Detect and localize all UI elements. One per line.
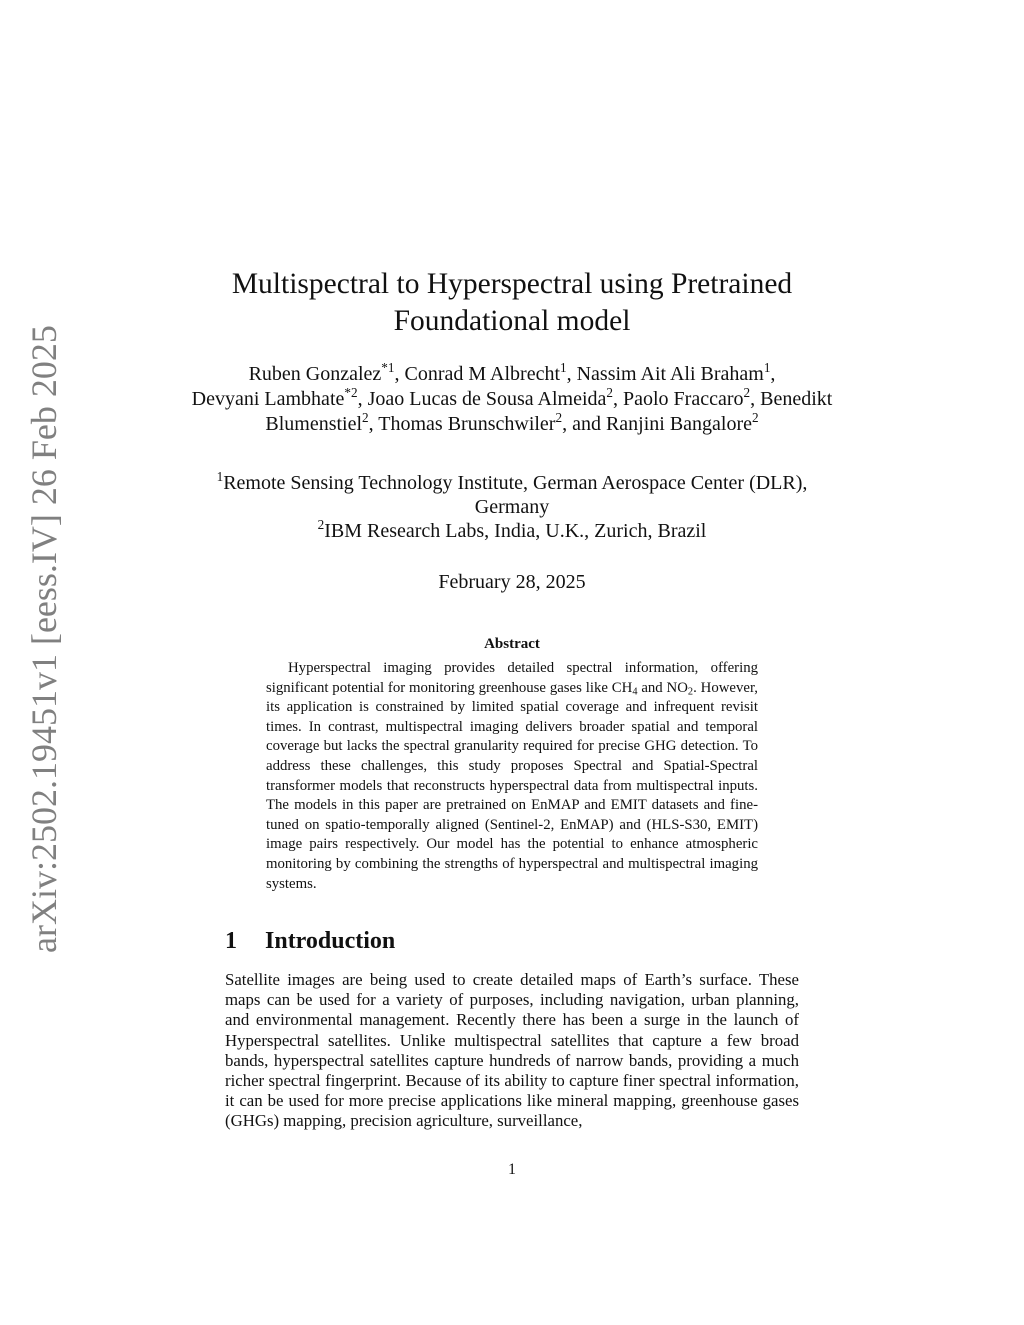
affiliation-list [190,471,834,543]
author: Devyani Lambhate$^{*2}$, [191,385,368,410]
author: Conrad M Albrecht$^1$, [404,360,577,385]
publication-date: February 28, 2025 [438,571,586,593]
section-number: 1 [225,928,237,954]
section-title: Introduction [265,928,396,954]
section-heading [225,925,395,957]
introduction-paragraph: Satellite images are being used to create detailed maps of Earth’s surface. These maps can be used for a variety of purposes, including navigation, urban planning, and environmental management. Recently there has been a surge in the launch of Hyperspectral satellites. Unlike multispectral satellites that capture a few broad bands, hyperspectral satellites capture hundreds of narrow bands, providing a much richer spectral fingerprint. Because of its ability to capture finer spectral information, it can be used for more precise applications like mineral mapping, greenhouse gases (GHGs) mapping, precision agriculture, surveillance, [225,970,799,1131]
paper-title [190,266,834,340]
author: Ranjini Bangalore$^2$ [605,410,759,435]
author: Nassim Ait Ali Braham$^1$, [576,360,776,385]
title-line-1: Multispectral to Hyperspectral using Pretrained [231,268,793,300]
author: Paolo Fraccaro$^2$, [623,385,761,410]
title-line-2: Foundational model [393,305,631,337]
author: Benedikt Blumenstiel$^2$, [265,388,833,435]
affiliation: $^2$IBM Research Labs, India, U.K., Zurich, Brazil [317,517,707,542]
affiliation: $^1$Remote Sensing Technology Institute, German Aerospace Center (DLR), Germany [216,469,808,518]
arxiv-identifier: arXiv:2502.19451v1 [eess.IV] 26 Feb 2025 [24,325,64,953]
page-number: 1 [508,1161,516,1178]
author: Joao Lucas de Sousa Almeida$^2$, [367,385,623,410]
abstract-heading: Abstract [484,636,540,652]
author-list [190,362,834,437]
abstract-text: Hyperspectral imaging provides detailed spectral information, offering significant potential for monitoring greenhouse gases like $CH_4$ and $NO_2$. However, its application is constrained by limited spatial coverage and infrequent revisit times. In contrast, multispectral imaging delivers broader spatial and temporal coverage but lacks the spectral granularity required for precise GHG detection. To address these challenges, this study proposes Spectral and Spatial-Spectral transformer models that reconstructs hyperspectral data from multispectral inputs. The models in this paper are pretrained on EnMAP and EMIT datasets and fine-tuned on spatio-temporally aligned (Sentinel-2, EnMAP) and (HLS-S30, EMIT) image pairs respectively. Our model has the potential to enhance atmospheric monitoring by combining the strengths of hyperspectral and multispectral imaging systems. [266,660,758,892]
author: Thomas Brunschwiler$^2$, and [378,410,606,435]
author: Ruben Gonzalez$^{*1}$, [248,360,405,385]
